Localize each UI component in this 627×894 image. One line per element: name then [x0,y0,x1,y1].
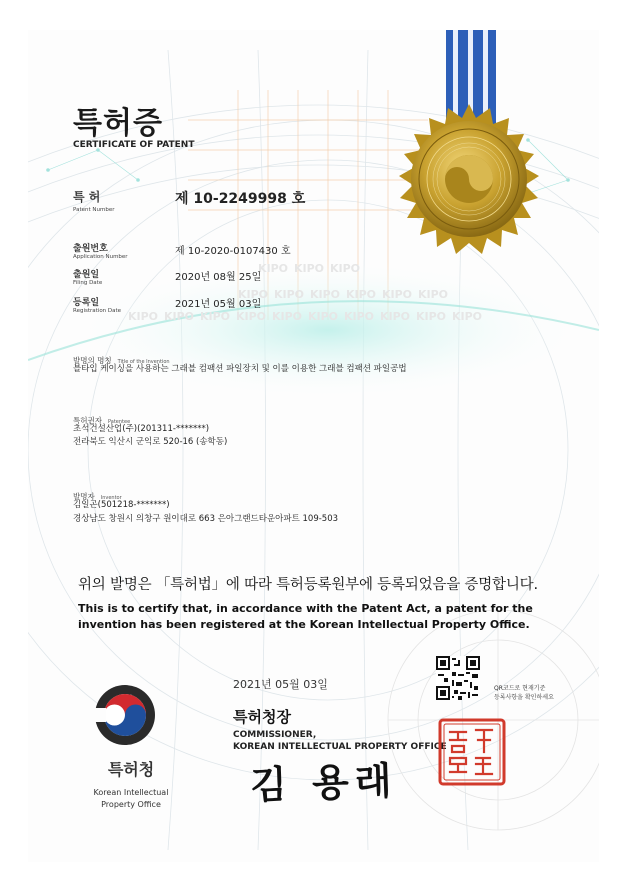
kipo-logo-icon [90,680,160,750]
watermark-row-3c: KIPO [200,310,231,323]
patent-label: 특 허 [73,190,101,204]
watermark-row-2c: KIPO [310,288,341,301]
gold-seal-emblem [394,104,544,254]
watermark-row-2: KIPO [238,288,269,301]
filing-date-label: 출원일 [73,270,100,280]
watermark-row-3d: KIPO [236,310,267,323]
invention-title-value: 블타입 케이싱을 사용하는 그래블 컴팩션 파일장치 및 이를 이용한 그래블 컴팩션 파일공법 [73,364,407,374]
commissioner-title-en-line2: KOREAN INTELLECTUAL PROPERTY OFFICE [233,742,447,752]
watermark-row-1c: KIPO [330,262,361,275]
certificate-page [28,30,599,862]
filing-date-label-en: Filing Date [73,280,103,286]
invention-label-en: Title of the Invention [117,359,170,365]
registration-date-label-en: Registration Date [73,308,122,314]
certificate-title: 특허증 [73,106,163,141]
filing-date-value: 2020년 08월 25일 [175,272,262,283]
watermark-row-3h: KIPO [380,310,411,323]
kipo-logo-name-en-line2: Property Office [101,800,161,809]
application-label-en: Application Number [73,254,128,260]
watermark-row-1b: KIPO [294,262,325,275]
official-red-seal [438,718,506,786]
watermark-row-2e: KIPO [382,288,413,301]
patentee-label: 특허권자 [73,416,102,425]
qr-note-line2: 등록사항을 확인하세요 [494,694,554,701]
watermark-row-3i: KIPO [416,310,447,323]
inventor-label: 발명자 [73,492,95,501]
patent-label-en: Patent Number [73,207,115,213]
application-number-value: 제 10-2020-0107430 호 [175,246,291,257]
kipo-logo-name-ko: 특허청 [107,760,155,779]
commissioner-signature: 김 용래 [249,757,399,808]
certification-statement-en-line1: This is to certify that, in accordance with the Patent Act, a patent for the [78,602,533,615]
inventor-address: 경상남도 창원시 의창구 원이대로 663 은아그랜드타운아파트 109-503 [73,514,339,524]
watermark-row-2b: KIPO [274,288,305,301]
watermark-row-3: KIPO [128,310,159,323]
registration-date-value: 2021년 05월 03일 [175,299,262,310]
registration-date-label: 등록일 [73,298,100,308]
patentee-label-en: Patentee [107,419,131,425]
certification-statement-en-line2: invention has been registered at the Korean Intellectual Property Office. [78,618,530,631]
qr-code-icon[interactable] [436,656,480,700]
commissioner-title-ko: 특허청장 [233,708,291,726]
watermark-row-3g: KIPO [344,310,375,323]
watermark-row-3f: KIPO [308,310,339,323]
watermark-row-2f: KIPO [418,288,449,301]
watermark-row-2d: KIPO [346,288,377,301]
certificate-title-en: CERTIFICATE OF PATENT [73,140,195,150]
watermark-row-3e: KIPO [272,310,303,323]
application-label: 출원번호 [73,244,108,254]
watermark-row-3b: KIPO [164,310,195,323]
qr-note-line1: QR코드로 현재기준 [494,685,546,692]
issue-date: 2021년 05월 03일 [233,678,328,691]
commissioner-title-en-line1: COMMISSIONER, [233,730,317,740]
watermark-row-3j: KIPO [452,310,483,323]
patentee-name: 초석건설산업(주)(201311-*******) [73,424,210,434]
inventor-label-en: Inventor [100,495,122,501]
kipo-logo-name-en-line1: Korean Intellectual [93,788,169,797]
certification-statement-ko: 위의 발명은 「특허법」에 따라 특허등록원부에 등록되었음을 증명합니다. [78,577,538,593]
watermark-row-1: KIPO [258,262,289,275]
inventor-name: 김일곤(501218-*******) [73,500,170,510]
patent-number-value: 제 10-2249998 호 [175,191,306,207]
patentee-address: 전라북도 익산시 군익로 520-16 (송학동) [73,437,228,447]
invention-label: 발명의 명칭 [73,356,112,365]
